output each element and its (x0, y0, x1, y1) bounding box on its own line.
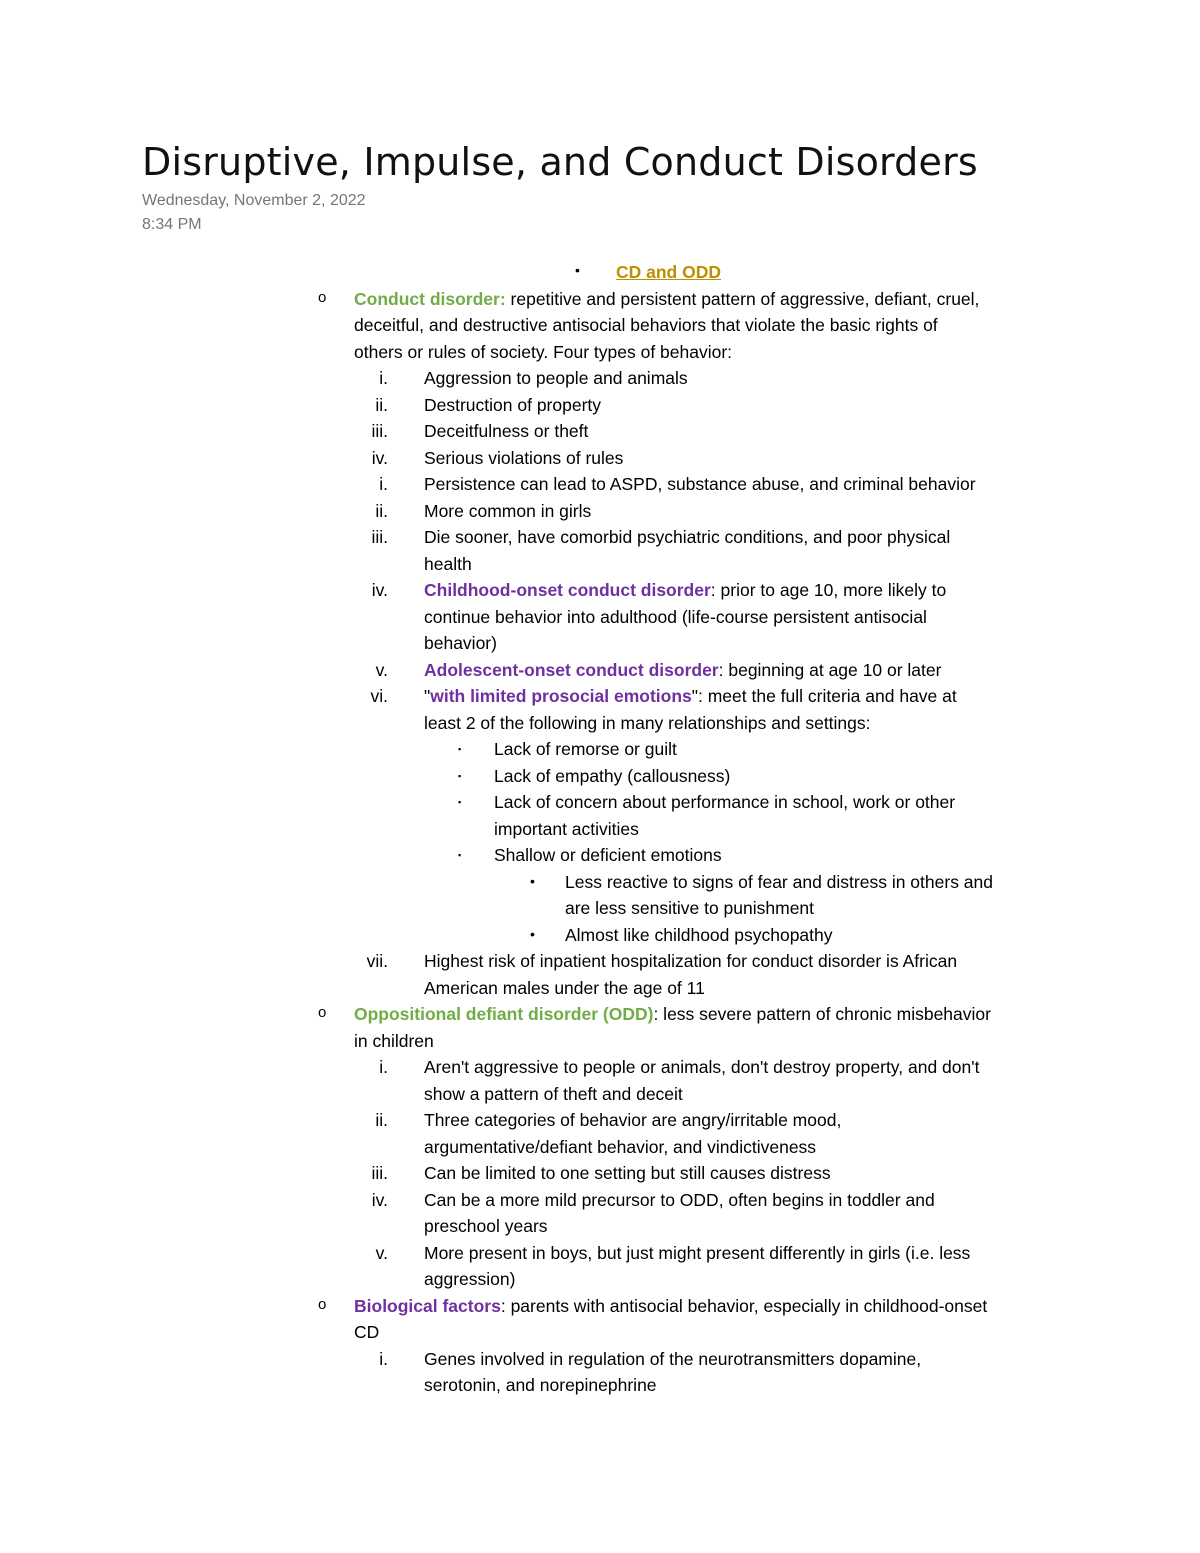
roman-numeral: ii. (375, 501, 388, 521)
item-text: ": meet the full criteria and have at (691, 686, 957, 706)
page-date: Wednesday, November 2, 2022 (142, 192, 366, 209)
roman-numeral: vii. (366, 951, 388, 971)
term-label: Adolescent-onset conduct disorder (424, 660, 719, 680)
item-text: Serious violations of rules (424, 448, 624, 468)
roman-numeral: v. (375, 1243, 388, 1263)
item-text: deceitful, and destructive antisocial behaviors that violate the basic rights of (354, 315, 938, 335)
page-title: Disruptive, Impulse, and Conduct Disorders (142, 140, 978, 184)
item-text: : beginning at age 10 or later (718, 660, 942, 680)
term-label: Biological factors (354, 1296, 501, 1316)
term-label: Oppositional defiant disorder (ODD) (354, 1004, 654, 1024)
item-text: Can be a more mild precursor to ODD, often begins in toddler and (424, 1190, 935, 1210)
roman-numeral: ii. (375, 395, 388, 415)
item-text: Almost like childhood psychopathy (565, 925, 833, 945)
item-text: Can be limited to one setting but still causes distress (424, 1163, 831, 1183)
item-text: are less sensitive to punishment (565, 898, 815, 918)
roman-numeral: iii. (371, 1163, 388, 1183)
item-text: : prior to age 10, more likely to (710, 580, 947, 600)
roman-numeral: i. (379, 1057, 388, 1077)
item-text: serotonin, and norepinephrine (424, 1375, 657, 1395)
term-label: Conduct disorder: (354, 289, 506, 309)
item-text: Persistence can lead to ASPD, substance abuse, and criminal behavior (424, 474, 976, 494)
item-text: CD (354, 1322, 380, 1342)
item-text: health (424, 554, 472, 574)
item-text: Destruction of property (424, 395, 602, 415)
item-text: in children (354, 1031, 434, 1051)
term-label: Childhood-onset conduct disorder (424, 580, 711, 600)
item-text: Shallow or deficient emotions (494, 845, 722, 865)
roman-numeral: iv. (371, 580, 388, 600)
bullet-circle-icon: o (318, 289, 327, 306)
item-text: More common in girls (424, 501, 592, 521)
item-text: Less reactive to signs of fear and distress in others and (565, 872, 994, 892)
item-text: Lack of empathy (callousness) (494, 766, 731, 786)
quote-mark: " (424, 686, 431, 706)
roman-numeral: iii. (371, 527, 388, 547)
item-text: show a pattern of theft and deceit (424, 1084, 683, 1104)
item-text: Die sooner, have comorbid psychiatric conditions, and poor physical (424, 527, 951, 547)
roman-numeral: ii. (375, 1110, 388, 1130)
bullet-square-icon: ▪ (458, 797, 462, 807)
bullet-disc-icon: • (575, 262, 580, 278)
bullet-disc-icon: • (530, 873, 535, 889)
roman-numeral: vi. (370, 686, 388, 706)
item-text: continue behavior into adulthood (life-course persistent antisocial (424, 607, 927, 627)
roman-numeral: i. (379, 368, 388, 388)
item-text: others or rules of society. Four types of behavior: (354, 342, 733, 362)
item-text: : parents with antisocial behavior, especially in childhood-onset (500, 1296, 988, 1316)
bullet-circle-icon: o (318, 1296, 327, 1313)
item-text: Lack of concern about performance in school, work or other (494, 792, 956, 812)
bullet-disc-icon: • (530, 926, 535, 942)
item-text: American males under the age of 11 (424, 978, 705, 998)
bullet-square-icon: ▪ (458, 744, 462, 754)
page-time: 8:34 PM (142, 216, 202, 233)
item-text: argumentative/defiant behavior, and vindictiveness (424, 1137, 817, 1157)
bullet-square-icon: ▪ (458, 771, 462, 781)
roman-numeral: i. (379, 1349, 388, 1369)
item-text: Highest risk of inpatient hospitalization for conduct disorder is African (424, 951, 958, 971)
item-text: : less severe pattern of chronic misbehavior (653, 1004, 991, 1024)
item-text: preschool years (424, 1216, 548, 1236)
item-text: More present in boys, but just might present differently in girls (i.e. less (424, 1243, 971, 1263)
roman-numeral: i. (379, 474, 388, 494)
bullet-square-icon: ▪ (458, 850, 462, 860)
item-text: behavior) (424, 633, 497, 653)
item-text: least 2 of the following in many relationships and settings: (424, 713, 871, 733)
bullet-circle-icon: o (318, 1004, 327, 1021)
item-text: Lack of remorse or guilt (494, 739, 677, 759)
roman-numeral: iii. (371, 421, 388, 441)
item-text: Deceitfulness or theft (424, 421, 589, 441)
roman-numeral: iv. (371, 448, 388, 468)
roman-numeral: v. (375, 660, 388, 680)
item-text: Genes involved in regulation of the neurotransmitters dopamine, (424, 1349, 922, 1369)
item-text: Aggression to people and animals (424, 368, 688, 388)
item-text: aggression) (424, 1269, 516, 1289)
section-heading: CD and ODD (616, 262, 721, 282)
term-label: with limited prosocial emotions (430, 686, 692, 706)
roman-numeral: iv. (371, 1190, 388, 1210)
item-text: important activities (494, 819, 639, 839)
item-text: Three categories of behavior are angry/irritable mood, (424, 1110, 842, 1130)
item-text: repetitive and persistent pattern of aggressive, defiant, cruel, (505, 289, 980, 309)
item-text: Aren't aggressive to people or animals, don't destroy property, and don't (424, 1057, 980, 1077)
